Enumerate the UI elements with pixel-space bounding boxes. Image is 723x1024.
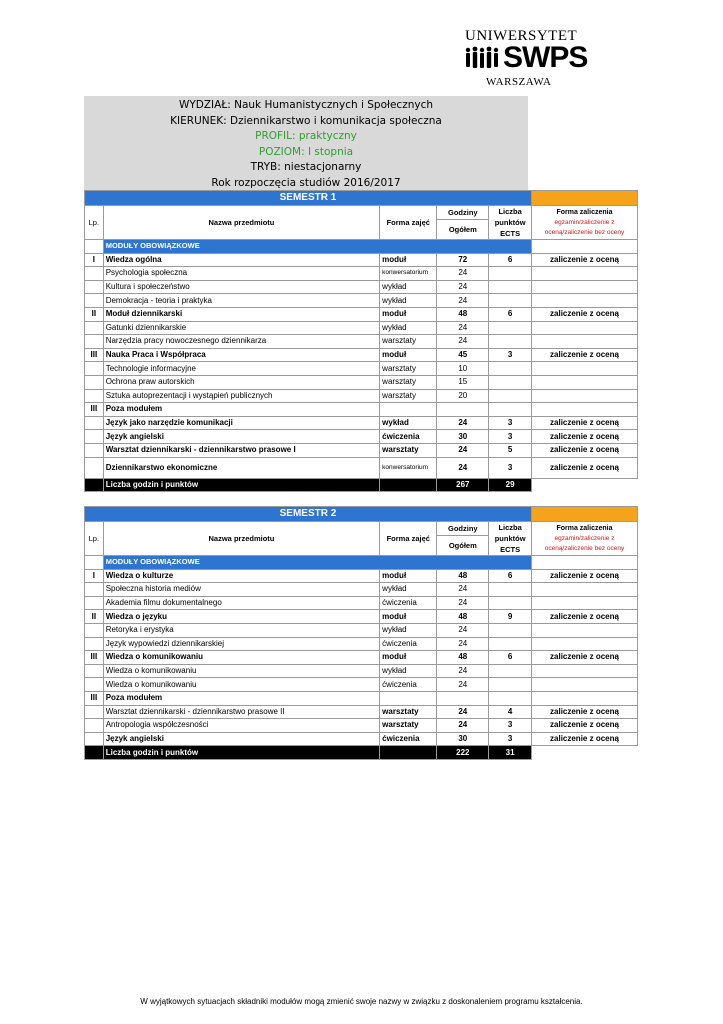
row-lp xyxy=(85,375,104,389)
row-name: Wiedza o języku xyxy=(103,610,379,624)
row-zaliczenie xyxy=(531,335,637,349)
row-godziny: 24 xyxy=(437,267,489,281)
row-ects: 4 xyxy=(489,705,532,719)
total-row xyxy=(85,746,638,760)
column-ogolem: Ogółem xyxy=(437,220,489,240)
row-forma: wykład xyxy=(380,280,437,294)
row-forma: wykład xyxy=(380,416,437,430)
table-row xyxy=(85,664,638,678)
row-forma: ćwiczenia xyxy=(380,732,437,746)
zaliczenie-sub1: egzamin/zaliczenie z xyxy=(554,534,615,542)
ects-label-liczba: Liczba xyxy=(498,207,522,216)
modules-zal-empty xyxy=(531,240,637,254)
row-ects xyxy=(489,596,532,610)
people-silhouettes-icon xyxy=(465,46,503,74)
row-godziny: 24 xyxy=(437,583,489,597)
ects-label-ects: ECTS xyxy=(500,545,521,554)
row-name: Wiedza o kulturze xyxy=(103,569,379,583)
modules-row xyxy=(85,556,638,570)
row-name: Sztuka autoprezentacji i wystąpień publicznych xyxy=(103,389,379,403)
row-lp xyxy=(85,623,104,637)
row-forma: wykład xyxy=(380,664,437,678)
row-lp xyxy=(85,732,104,746)
row-zaliczenie xyxy=(531,623,637,637)
row-ects xyxy=(489,335,532,349)
row-zaliczenie xyxy=(531,678,637,692)
total-label: Liczba godzin i punktów xyxy=(103,478,379,492)
row-name: Retoryka i erystyka xyxy=(103,623,379,637)
row-zaliczenie: zaliczenie z oceną xyxy=(531,443,637,457)
row-zaliczenie xyxy=(531,294,637,308)
row-lp: II xyxy=(85,307,104,321)
row-forma: warsztaty xyxy=(380,335,437,349)
column-godziny: Godziny xyxy=(437,206,489,220)
semester-2-table xyxy=(84,506,638,760)
row-ects: 6 xyxy=(489,569,532,583)
header-kierunek: KIERUNEK: Dziennikarstwo i komunikacja społeczna xyxy=(170,114,442,127)
row-zaliczenie xyxy=(531,321,637,335)
zaliczenie-sub1: egzamin/zaliczenie z xyxy=(554,218,615,226)
row-forma: ćwiczenia xyxy=(380,596,437,610)
table-row xyxy=(85,569,638,583)
row-zaliczenie: zaliczenie z oceną xyxy=(531,348,637,362)
row-lp xyxy=(85,430,104,444)
row-ects xyxy=(489,389,532,403)
semester-1-grid xyxy=(84,190,638,492)
table-row xyxy=(85,719,638,733)
row-godziny: 10 xyxy=(437,362,489,376)
row-lp xyxy=(85,294,104,308)
column-forma: Forma zajęć xyxy=(380,206,437,240)
row-lp: I xyxy=(85,569,104,583)
table-row xyxy=(85,430,638,444)
row-zaliczenie: zaliczenie z oceną xyxy=(531,651,637,665)
row-name: Narzędzia pracy nowoczesnego dziennikarza xyxy=(103,335,379,349)
row-ects: 6 xyxy=(489,307,532,321)
row-godziny: 24 xyxy=(437,678,489,692)
column-lp: Lp. xyxy=(85,522,104,556)
row-ects xyxy=(489,294,532,308)
table-row xyxy=(85,375,638,389)
column-lp: Lp. xyxy=(85,206,104,240)
row-ects xyxy=(489,583,532,597)
row-zaliczenie: zaliczenie z oceną xyxy=(531,569,637,583)
column-ects xyxy=(489,522,532,556)
total-forma-empty xyxy=(380,746,437,760)
ects-label-punktow: punktów xyxy=(494,534,526,543)
row-lp xyxy=(85,321,104,335)
row-ects: 3 xyxy=(489,416,532,430)
table-row xyxy=(85,583,638,597)
row-name: Wiedza o komunikowaniu xyxy=(103,678,379,692)
header-rok: Rok rozpoczęcia studiów 2016/2017 xyxy=(211,176,401,189)
total-label: Liczba godzin i punktów xyxy=(103,746,379,760)
row-name: Ochrona praw autorskich xyxy=(103,375,379,389)
total-lp-empty xyxy=(85,478,104,492)
row-ects xyxy=(489,321,532,335)
table-row xyxy=(85,335,638,349)
row-godziny: 24 xyxy=(437,705,489,719)
row-godziny: 24 xyxy=(437,623,489,637)
row-godziny: 30 xyxy=(437,430,489,444)
row-zaliczenie: zaliczenie z oceną xyxy=(531,430,637,444)
row-ects xyxy=(489,267,532,281)
header-poziom-b: M: I stopnia xyxy=(292,145,354,158)
row-ects xyxy=(489,664,532,678)
total-row xyxy=(85,478,638,492)
row-forma: moduł xyxy=(380,348,437,362)
row-ects: 9 xyxy=(489,610,532,624)
program-header xyxy=(84,96,528,190)
total-godziny: 222 xyxy=(437,746,489,760)
row-godziny: 20 xyxy=(437,389,489,403)
row-name: Język angielski xyxy=(103,732,379,746)
row-zaliczenie xyxy=(531,691,637,705)
row-ects: 3 xyxy=(489,732,532,746)
modules-row xyxy=(85,240,638,254)
zaliczenie-sub2: oceną/zaliczenie bez oceny xyxy=(544,228,625,236)
total-zal-empty xyxy=(531,478,637,492)
row-godziny: 72 xyxy=(437,253,489,267)
table-row xyxy=(85,678,638,692)
row-forma: wykład xyxy=(380,294,437,308)
row-ects: 6 xyxy=(489,253,532,267)
row-forma: moduł xyxy=(380,651,437,665)
row-ects xyxy=(489,280,532,294)
row-name: Moduł dziennikarski xyxy=(103,307,379,321)
row-name: Poza modułem xyxy=(103,691,379,705)
row-lp xyxy=(85,416,104,430)
row-lp: III xyxy=(85,403,104,417)
row-godziny: 24 xyxy=(437,457,489,478)
row-zaliczenie xyxy=(531,637,637,651)
row-lp xyxy=(85,583,104,597)
row-forma: moduł xyxy=(380,610,437,624)
row-forma: ćwiczenia xyxy=(380,678,437,692)
row-name: Technologie informacyjne xyxy=(103,362,379,376)
header-wydzial: WYDZIAŁ: Nauk Humanistycznych i Społecznych xyxy=(178,99,434,111)
semester-title: SEMESTR 1 xyxy=(85,191,532,206)
row-godziny: 15 xyxy=(437,375,489,389)
header-tryb: TRYB: niestacjonarny xyxy=(250,161,362,173)
row-name: Akademia filmu dokumentalnego xyxy=(103,596,379,610)
row-name: Język wypowiedzi dziennikarskiej xyxy=(103,637,379,651)
row-forma: moduł xyxy=(380,307,437,321)
row-godziny xyxy=(437,691,489,705)
row-lp xyxy=(85,664,104,678)
zaliczenie-title: Forma zaliczenia xyxy=(556,524,613,532)
row-lp xyxy=(85,267,104,281)
table-row xyxy=(85,280,638,294)
row-ects: 5 xyxy=(489,443,532,457)
table-row xyxy=(85,457,638,478)
semester-title-row xyxy=(85,507,638,522)
total-ects: 31 xyxy=(489,746,532,760)
column-zaliczenie xyxy=(531,206,637,240)
modules-lp-empty xyxy=(85,556,104,570)
row-lp xyxy=(85,705,104,719)
modules-label: MODUŁY OBOWIĄZKOWE xyxy=(103,240,531,254)
table-row xyxy=(85,732,638,746)
row-forma: ćwiczenia xyxy=(380,637,437,651)
zaliczenie-title: Forma zaliczenia xyxy=(556,208,613,216)
row-godziny: 24 xyxy=(437,664,489,678)
row-godziny xyxy=(437,403,489,417)
row-ects: 6 xyxy=(489,651,532,665)
row-name: Psychologia społeczna xyxy=(103,267,379,281)
row-ects xyxy=(489,691,532,705)
row-forma: konwersatorium xyxy=(380,267,437,281)
row-lp xyxy=(85,637,104,651)
table-row xyxy=(85,253,638,267)
orange-header-cell xyxy=(531,507,637,522)
row-godziny: 48 xyxy=(437,651,489,665)
row-name: Społeczna historia mediów xyxy=(103,583,379,597)
table-row xyxy=(85,651,638,665)
row-name: Antropologia współczesności xyxy=(103,719,379,733)
row-zaliczenie xyxy=(531,664,637,678)
zaliczenie-sub2: oceną/zaliczenie bez oceny xyxy=(544,544,625,552)
row-ects: 3 xyxy=(489,719,532,733)
column-godziny: Godziny xyxy=(437,522,489,536)
row-ects: 3 xyxy=(489,457,532,478)
row-zaliczenie xyxy=(531,389,637,403)
row-lp: I xyxy=(85,253,104,267)
row-godziny: 24 xyxy=(437,416,489,430)
row-zaliczenie xyxy=(531,267,637,281)
header-profil: PROFIL: praktyczny xyxy=(255,130,357,142)
row-forma: ćwiczenia xyxy=(380,430,437,444)
row-lp: III xyxy=(85,651,104,665)
total-lp-empty xyxy=(85,746,104,760)
row-name: Język angielski xyxy=(103,430,379,444)
row-zaliczenie: zaliczenie z oceną xyxy=(531,719,637,733)
table-row xyxy=(85,389,638,403)
total-forma-empty xyxy=(380,478,437,492)
total-ects: 29 xyxy=(489,478,532,492)
university-logo xyxy=(463,28,588,88)
row-name: Warsztat dziennikarski - dziennikarstwo prasowe I xyxy=(103,443,379,457)
table-row xyxy=(85,362,638,376)
row-forma: moduł xyxy=(380,569,437,583)
row-zaliczenie: zaliczenie z oceną xyxy=(531,732,637,746)
row-ects: 3 xyxy=(489,430,532,444)
semester-1-table xyxy=(84,190,638,492)
row-godziny: 24 xyxy=(437,321,489,335)
row-lp xyxy=(85,457,104,478)
row-forma: warsztaty xyxy=(380,719,437,733)
column-zaliczenie xyxy=(531,522,637,556)
row-name: Język jako narzędzie komunikacji xyxy=(103,416,379,430)
row-lp xyxy=(85,719,104,733)
logo-line-3: WARSZAWA xyxy=(486,76,552,88)
row-godziny: 30 xyxy=(437,732,489,746)
table-row xyxy=(85,623,638,637)
table-row xyxy=(85,294,638,308)
row-lp: III xyxy=(85,348,104,362)
table-row xyxy=(85,637,638,651)
row-forma: warsztaty xyxy=(380,443,437,457)
total-zal-empty xyxy=(531,746,637,760)
table-row xyxy=(85,705,638,719)
row-lp: II xyxy=(85,610,104,624)
row-name: Warsztat dziennikarski - dziennikarstwo prasowe II xyxy=(103,705,379,719)
row-godziny: 24 xyxy=(437,719,489,733)
modules-lp-empty xyxy=(85,240,104,254)
row-forma: warsztaty xyxy=(380,705,437,719)
row-zaliczenie xyxy=(531,403,637,417)
row-zaliczenie: zaliczenie z oceną xyxy=(531,610,637,624)
column-name: Nazwa przedmiotu xyxy=(103,206,379,240)
column-header-row xyxy=(85,206,638,220)
row-godziny: 45 xyxy=(437,348,489,362)
row-forma: moduł xyxy=(380,253,437,267)
row-ects xyxy=(489,678,532,692)
row-forma: wykład xyxy=(380,321,437,335)
row-zaliczenie xyxy=(531,583,637,597)
row-godziny: 48 xyxy=(437,610,489,624)
modules-zal-empty xyxy=(531,556,637,570)
row-zaliczenie: zaliczenie z oceną xyxy=(531,457,637,478)
table-row xyxy=(85,610,638,624)
row-lp xyxy=(85,596,104,610)
table-row xyxy=(85,416,638,430)
row-forma: warsztaty xyxy=(380,389,437,403)
total-godziny: 267 xyxy=(437,478,489,492)
row-zaliczenie xyxy=(531,362,637,376)
row-lp xyxy=(85,678,104,692)
modules-label: MODUŁY OBOWIĄZKOWE xyxy=(103,556,531,570)
row-godziny: 24 xyxy=(437,335,489,349)
row-ects xyxy=(489,637,532,651)
row-zaliczenie: zaliczenie z oceną xyxy=(531,307,637,321)
semester-2-grid xyxy=(84,506,638,760)
row-lp xyxy=(85,280,104,294)
footer-note: W wyjątkowych sytuacjach składniki modułów mogą zmienić swoje nazwy w związku z doskonaleniem programu kształcenia. xyxy=(140,997,583,1006)
row-zaliczenie: zaliczenie z oceną xyxy=(531,705,637,719)
row-name: Wiedza ogólna xyxy=(103,253,379,267)
row-godziny: 48 xyxy=(437,569,489,583)
ects-label-punktow: punktów xyxy=(494,218,526,227)
table-row xyxy=(85,596,638,610)
row-ects: 3 xyxy=(489,348,532,362)
row-name: Nauka Praca i Współpraca xyxy=(103,348,379,362)
row-forma: warsztaty xyxy=(380,375,437,389)
orange-header-cell xyxy=(531,191,637,206)
row-forma: wykład xyxy=(380,623,437,637)
row-forma: warsztaty xyxy=(380,362,437,376)
row-lp xyxy=(85,362,104,376)
row-godziny: 24 xyxy=(437,637,489,651)
table-row xyxy=(85,443,638,457)
row-zaliczenie: zaliczenie z oceną xyxy=(531,416,637,430)
row-godziny: 48 xyxy=(437,307,489,321)
row-godziny: 24 xyxy=(437,280,489,294)
row-zaliczenie: zaliczenie z oceną xyxy=(531,253,637,267)
row-forma xyxy=(380,691,437,705)
row-ects xyxy=(489,403,532,417)
table-row xyxy=(85,403,638,417)
row-ects xyxy=(489,623,532,637)
row-lp xyxy=(85,443,104,457)
column-name: Nazwa przedmiotu xyxy=(103,522,379,556)
row-ects xyxy=(489,375,532,389)
ects-label-liczba: Liczba xyxy=(498,523,522,532)
table-row xyxy=(85,267,638,281)
row-name: Dziennikarstwo ekonomiczne xyxy=(103,457,379,478)
table-row xyxy=(85,348,638,362)
row-name: Poza modułem xyxy=(103,403,379,417)
row-forma: wykład xyxy=(380,583,437,597)
column-ects xyxy=(489,206,532,240)
row-name: Gatunki dziennikarskie xyxy=(103,321,379,335)
row-zaliczenie xyxy=(531,280,637,294)
row-zaliczenie xyxy=(531,375,637,389)
row-forma: konwersatorium xyxy=(380,457,437,478)
row-name: Wiedza o komunikowaniu xyxy=(103,664,379,678)
row-forma xyxy=(380,403,437,417)
logo-line-2: SWPS xyxy=(503,41,588,74)
row-name: Kultura i społeczeństwo xyxy=(103,280,379,294)
table-row xyxy=(85,691,638,705)
row-lp xyxy=(85,389,104,403)
table-row xyxy=(85,307,638,321)
ects-label-ects: ECTS xyxy=(500,229,521,238)
column-header-row xyxy=(85,522,638,536)
logo-line-1: UNIWERSYTET xyxy=(465,28,578,44)
semester-title: SEMESTR 2 xyxy=(85,507,532,522)
row-godziny: 24 xyxy=(437,294,489,308)
column-ogolem: Ogółem xyxy=(437,536,489,556)
row-lp: III xyxy=(85,691,104,705)
column-forma: Forma zajęć xyxy=(380,522,437,556)
row-ects xyxy=(489,362,532,376)
row-godziny: 24 xyxy=(437,443,489,457)
header-poziom xyxy=(84,145,528,161)
table-row xyxy=(85,321,638,335)
header-poziom-a: POZIO xyxy=(258,145,293,158)
semester-title-row xyxy=(85,191,638,206)
row-lp xyxy=(85,335,104,349)
row-name: Wiedza o komunikowaniu xyxy=(103,651,379,665)
row-zaliczenie xyxy=(531,596,637,610)
row-name: Demokracja - teoria i praktyka xyxy=(103,294,379,308)
row-godziny: 24 xyxy=(437,596,489,610)
